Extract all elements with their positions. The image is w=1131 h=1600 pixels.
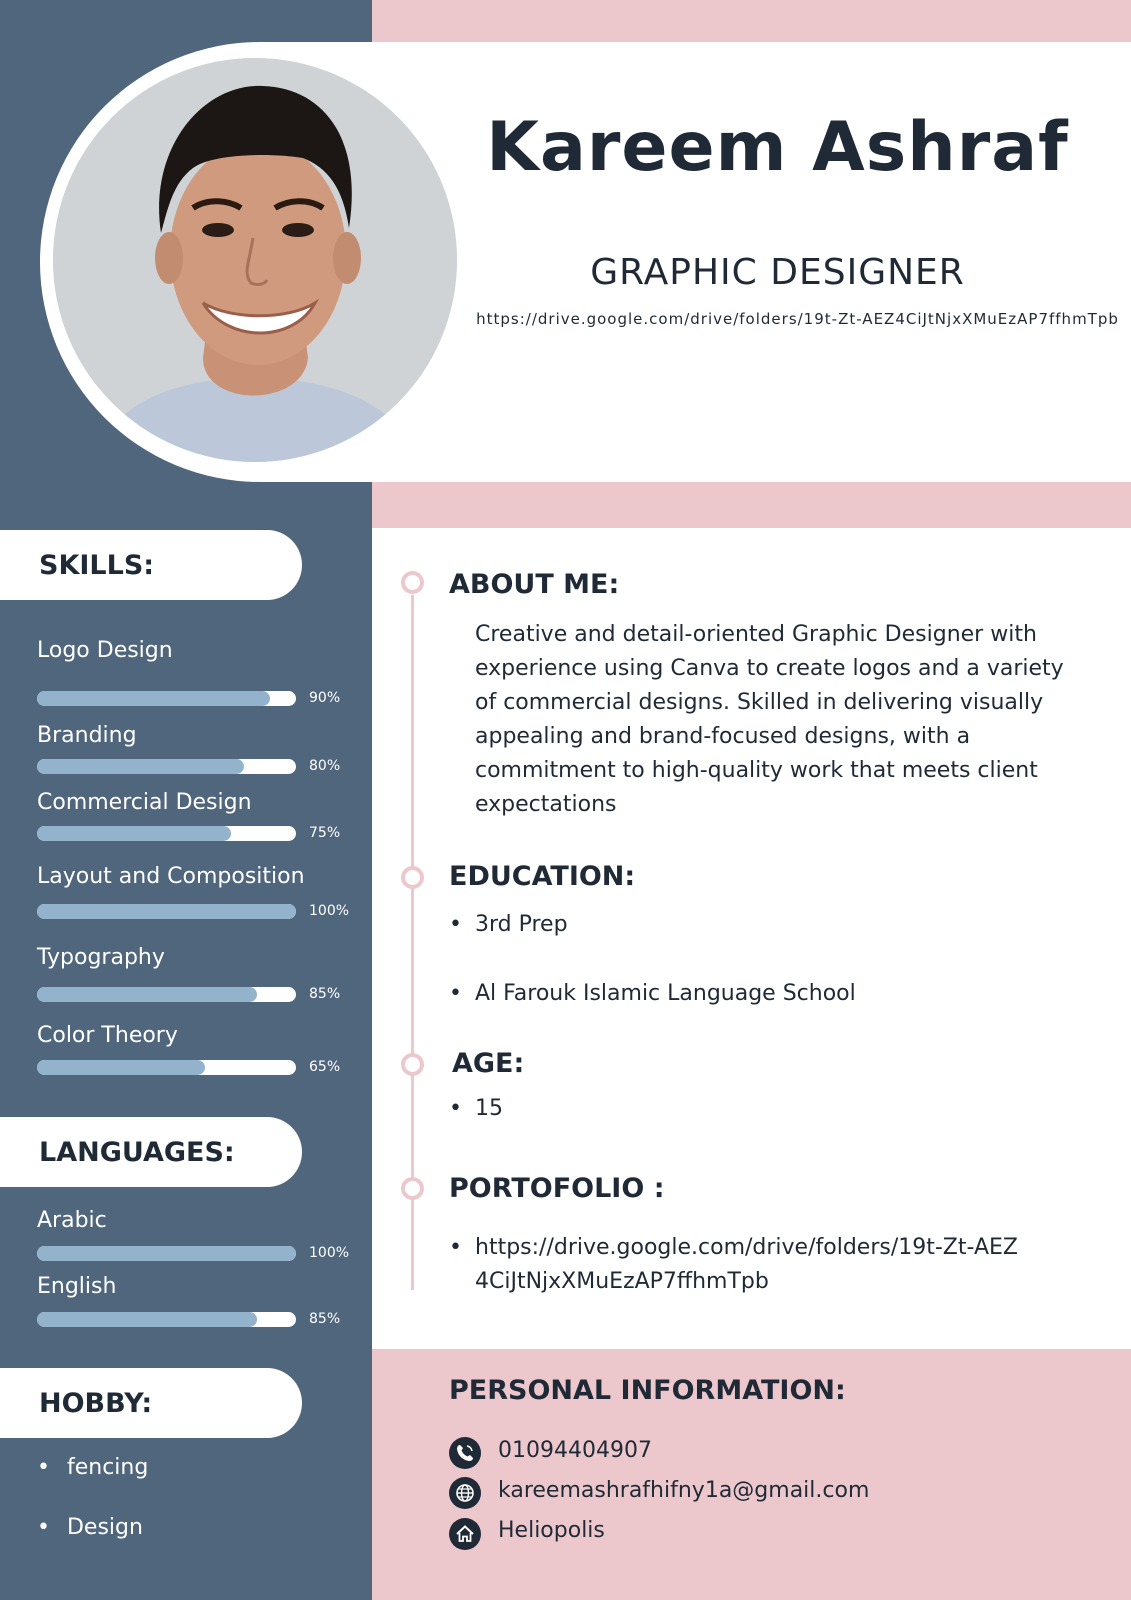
skill-percent: 85% xyxy=(309,986,341,1002)
skill-bar xyxy=(37,904,296,919)
skill-bar-fill xyxy=(37,904,296,919)
skill-bar xyxy=(37,987,296,1002)
phone-icon xyxy=(449,1437,481,1469)
skill-bar-fill xyxy=(37,691,270,706)
languages-heading: LANGUAGES: xyxy=(39,1137,235,1168)
portfolio-link[interactable]: https://drive.google.com/drive/folders/19t-Zt-AEZ4CiJtNjxXMuEzAP7ffhmTpb xyxy=(475,1235,1018,1294)
skill-bar xyxy=(37,826,296,841)
education-item: • Al Farouk Islamic Language School xyxy=(449,981,856,1006)
skill-percent: 100% xyxy=(309,903,350,919)
skill-bar xyxy=(37,759,296,774)
timeline-dot xyxy=(401,866,424,889)
skill-bar-fill xyxy=(37,759,244,774)
language-bar-fill xyxy=(37,1312,257,1327)
location: Heliopolis xyxy=(498,1518,605,1543)
header-portfolio-link[interactable]: https://drive.google.com/drive/folders/19t-Zt-AEZ4CiJtNjxXMuEzAP7ffhmTpb xyxy=(476,310,1119,328)
skill-bar xyxy=(37,1060,296,1075)
skill-label: Layout and Composition xyxy=(37,864,305,889)
portfolio-item: • https://drive.google.com/drive/folders/19t-Zt-AEZ4CiJtNjxXMuEzAP7ffhmTpb xyxy=(449,1231,1020,1299)
skill-label: Color Theory xyxy=(37,1023,178,1048)
skill-label: Logo Design xyxy=(37,638,173,663)
language-bar-fill xyxy=(37,1246,296,1261)
profile-photo xyxy=(53,58,457,462)
home-icon xyxy=(449,1518,481,1550)
language-percent: 100% xyxy=(309,1245,350,1261)
person-name: Kareem Ashraf xyxy=(486,108,1069,187)
top-accent-band xyxy=(372,0,1131,42)
timeline-dot xyxy=(401,1053,424,1076)
skill-percent: 65% xyxy=(309,1059,341,1075)
about-heading: ABOUT ME: xyxy=(449,569,620,600)
age-heading: AGE: xyxy=(452,1048,525,1079)
hobby-item: • fencing xyxy=(37,1455,148,1480)
middle-accent-band xyxy=(372,482,1131,528)
skill-bar-fill xyxy=(37,826,231,841)
skill-label: Typography xyxy=(37,945,165,970)
skills-heading: SKILLS: xyxy=(39,550,155,581)
skill-bar xyxy=(37,691,296,706)
job-title: GRAPHIC DESIGNER xyxy=(590,252,965,293)
skill-percent: 75% xyxy=(309,825,341,841)
hobby-heading: HOBBY: xyxy=(39,1388,153,1419)
skill-label: Commercial Design xyxy=(37,790,252,815)
language-bar xyxy=(37,1246,296,1261)
skill-percent: 80% xyxy=(309,758,341,774)
timeline-dot xyxy=(401,1177,424,1200)
language-bar xyxy=(37,1312,296,1327)
email-address[interactable]: kareemashrafhifny1a@gmail.com xyxy=(498,1478,870,1503)
skill-label: Branding xyxy=(37,723,137,748)
portfolio-heading: PORTOFOLIO : xyxy=(449,1173,665,1204)
skill-bar-fill xyxy=(37,987,257,1002)
skill-percent: 90% xyxy=(309,690,341,706)
education-heading: EDUCATION: xyxy=(449,861,636,892)
hobby-heading-pill xyxy=(0,1368,302,1438)
about-text: Creative and detail-oriented Graphic Designer with experience using Canva to create logos and a variety of commercial designs. Skilled in delivering visually appealing and brand-focused designs, with a commitment to high-quality work that meets client expectations xyxy=(475,622,1064,817)
phone-number[interactable]: 01094404907 xyxy=(498,1438,652,1463)
skills-heading-pill xyxy=(0,530,302,600)
personal-info-heading: PERSONAL INFORMATION: xyxy=(449,1375,846,1406)
hobby-item: • Design xyxy=(37,1515,143,1540)
globe-icon xyxy=(449,1477,481,1509)
language-percent: 85% xyxy=(309,1311,341,1327)
timeline-dot xyxy=(401,571,424,594)
languages-heading-pill xyxy=(0,1117,302,1187)
language-label: English xyxy=(37,1274,117,1299)
age-value: • 15 xyxy=(449,1096,503,1121)
language-label: Arabic xyxy=(37,1208,107,1233)
skill-bar-fill xyxy=(37,1060,205,1075)
education-item: • 3rd Prep xyxy=(449,912,568,937)
